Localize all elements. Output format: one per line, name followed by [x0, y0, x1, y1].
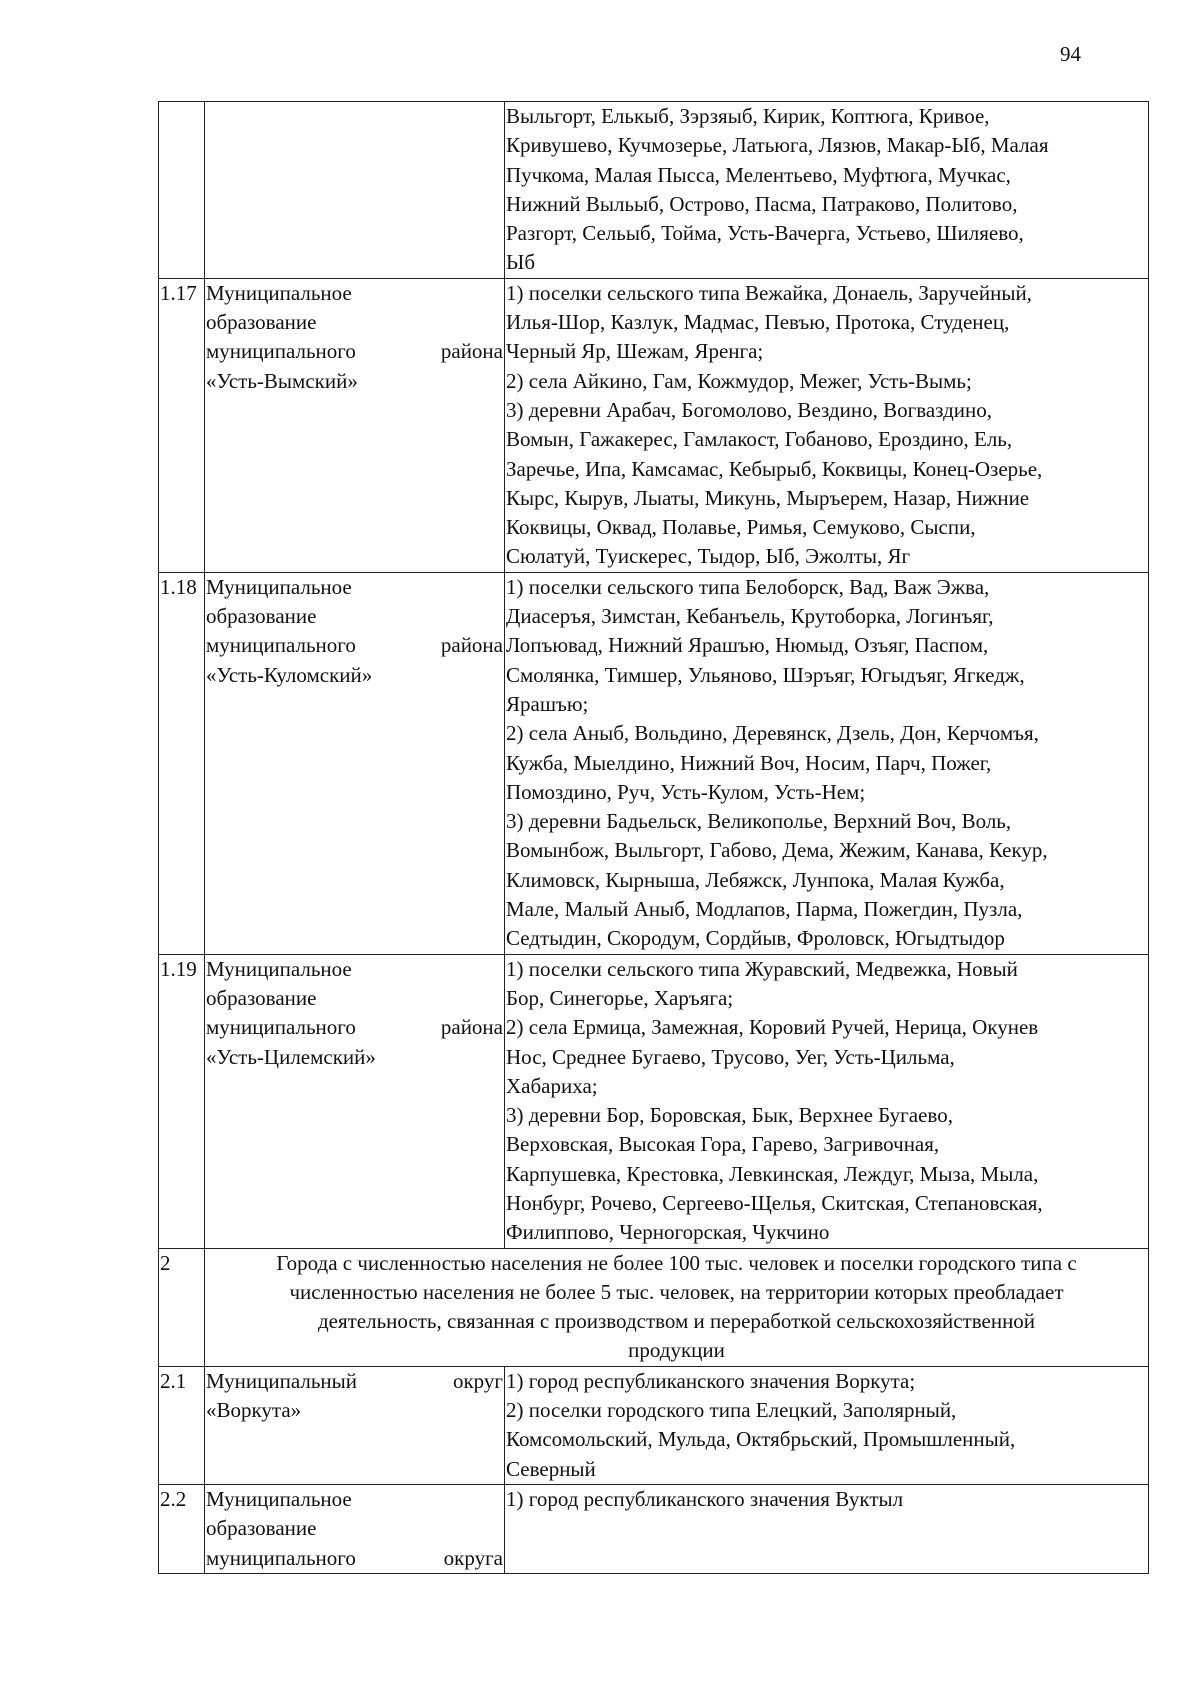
text-line: 2) села Ермица, Замежная, Коровий Ручей, Нерица, Окунев	[506, 1015, 1039, 1040]
text-line: Пучкома, Малая Пысса, Мелентьево, Муфтюга, Мучкас,	[506, 162, 1011, 187]
name-line: Муниципальное	[206, 280, 352, 305]
settlements-list	[505, 278, 1149, 572]
text-line: 2) села Аныб, Вольдино, Деревянск, Дзель, Дон, Керчомъя,	[506, 721, 1039, 746]
municipality-name	[205, 278, 505, 572]
text-line: Илья-Шор, Казлук, Мадмас, Певъю, Протока, Студенец,	[506, 310, 1010, 335]
text-line: 1) поселки сельского типа Белоборск, Вад, Важ Эжва,	[506, 574, 990, 599]
text-line: Вомын, Гажакерес, Гамлакост, Гобаново, Ероздино, Ель,	[506, 427, 1013, 452]
settlements-list	[505, 102, 1149, 279]
table-row	[159, 278, 1149, 572]
row-number: 1.17	[159, 278, 205, 572]
text-line: Седтыдин, Скородум, Сордйыв, Фроловск, Югыдтыдор	[506, 926, 1005, 951]
table-row	[159, 102, 1149, 279]
settlements-list	[505, 954, 1149, 1248]
name-line: образование	[206, 985, 317, 1010]
row-number: 1.18	[159, 572, 205, 954]
name-line: «Усть-Вымский»	[206, 368, 358, 393]
text-line: Выльгорт, Елькыб, Зэрзяыб, Кирик, Коптюга, Кривое,	[506, 104, 990, 128]
text-line: 3) деревни Арабач, Богомолово, Вездино, Вогваздино,	[506, 397, 993, 422]
text-line: Мале, Малый Аныб, Модлапов, Парма, Пожегдин, Пузла,	[506, 897, 1023, 922]
text-line: Ыб	[506, 250, 535, 275]
text-line: Кривушево, Кучмозерье, Латьюга, Лязюв, Макар-Ыб, Малая	[506, 133, 1049, 158]
name-line: «Усть-Цилемский»	[206, 1044, 376, 1069]
text-line: 1) поселки сельского типа Вежайка, Донаель, Заручейный,	[506, 280, 1032, 305]
section-heading	[205, 1248, 1149, 1366]
text-line: 3) деревни Бор, Боровская, Бык, Верхнее Бугаево,	[506, 1103, 953, 1128]
name-line: Муниципальное	[206, 1486, 352, 1511]
text-line: 1) город республиканского значения Воркута;	[506, 1368, 916, 1393]
municipality-name	[205, 1484, 505, 1573]
settlements-list	[505, 1366, 1149, 1484]
text-line: Нижний Выльыб, Острово, Пасма, Патраково, Политово,	[506, 191, 1018, 216]
name-line: образование	[206, 1516, 317, 1541]
text-line: Помоздино, Руч, Усть-Кулом, Усть-Нем;	[506, 779, 866, 804]
text-line: Комсомольский, Мульда, Октябрьский, Промышленный,	[506, 1427, 1016, 1452]
text-line: Карпушевка, Крестовка, Левкинская, Леждуг, Мыза, Мыла,	[506, 1161, 1039, 1186]
heading-line: Города с численностью населения не более 100 тыс. человек и поселки городского типа с	[276, 1250, 1077, 1275]
text-line: Лопъювад, Нижний Ярашъю, Нюмыд, Озъяг, Паспом,	[506, 633, 989, 658]
text-line: Смолянка, Тимшер, Ульяново, Шэръяг, Югыдъяг, Ягкедж,	[506, 662, 1025, 687]
settlements-table	[158, 101, 1149, 1574]
row-number: 2.2	[159, 1484, 205, 1573]
text-line: Верховская, Высокая Гора, Гарево, Загривочная,	[506, 1132, 940, 1157]
text-line: 1) город республиканского значения Вуктыл	[506, 1486, 904, 1511]
table-row	[159, 954, 1149, 1248]
table-row	[159, 1484, 1149, 1573]
name-line: Муниципальное	[206, 574, 352, 599]
text-line: 3) деревни Бадьельск, Великополье, Верхний Воч, Воль,	[506, 809, 1012, 834]
municipality-name	[205, 572, 505, 954]
text-line: Нос, Среднее Бугаево, Трусово, Уег, Усть-Цильма,	[506, 1044, 955, 1069]
name-line: «Воркута»	[206, 1398, 302, 1423]
section-number: 2	[159, 1248, 205, 1366]
name-line: Муниципальный округ	[206, 1368, 503, 1393]
text-line: Разгорт, Сельыб, Тойма, Усть-Вачерга, Устьево, Шиляево,	[506, 221, 1024, 246]
name-line: муниципального района	[206, 339, 503, 364]
text-line: Коквицы, Оквад, Полавье, Римья, Семуково, Сыспи,	[506, 515, 976, 540]
text-line: 2) поселки городского типа Елецкий, Заполярный,	[506, 1398, 957, 1423]
table-row	[159, 1366, 1149, 1484]
text-line: Нонбург, Рочево, Сергеево-Щелья, Скитская, Степановская,	[506, 1190, 1043, 1215]
settlements-list	[505, 572, 1149, 954]
page-number: 94	[1060, 42, 1081, 66]
table-body	[159, 102, 1149, 1574]
text-line: Климовск, Кырныша, Лебяжск, Лунпока, Малая Кужба,	[506, 867, 1005, 892]
name-line: «Усть-Куломский»	[206, 662, 373, 687]
table-row	[159, 572, 1149, 954]
settlements-list	[505, 1484, 1149, 1573]
text-line: Кужба, Мыелдино, Нижний Воч, Носим, Парч, Пожег,	[506, 750, 992, 775]
municipality-name	[205, 1366, 505, 1484]
text-line: Черный Яр, Шежам, Яренга;	[506, 339, 764, 364]
name-line: Муниципальное	[206, 956, 352, 981]
text-line: Филиппово, Черногорская, Чукчино	[506, 1220, 830, 1245]
text-line: Северный	[506, 1456, 596, 1481]
text-line: Кырс, Кырув, Лыаты, Микунь, Мыръерем, Назар, Нижние	[506, 485, 1030, 510]
text-line: Диасеръя, Зимстан, Кебанъель, Крутоборка, Логинъяг,	[506, 604, 994, 629]
heading-line: численностью населения не более 5 тыс. человек, на территории которых преобладает	[289, 1279, 1064, 1304]
text-line: Бор, Синегорье, Харъяга;	[506, 985, 734, 1010]
name-line: муниципального района	[206, 1015, 503, 1040]
heading-line: продукции	[628, 1338, 725, 1363]
text-line: 1) поселки сельского типа Журавский, Медвежка, Новый	[506, 956, 1018, 981]
municipality-name	[205, 954, 505, 1248]
section-heading-row	[159, 1248, 1149, 1366]
name-line: муниципального района	[206, 633, 503, 658]
text-line: 2) села Айкино, Гам, Кожмудор, Межег, Усть-Вымь;	[506, 368, 972, 393]
row-number: 1.19	[159, 954, 205, 1248]
name-line: муниципального округа	[206, 1545, 503, 1570]
name-line: образование	[206, 310, 317, 335]
text-line: Хабариха;	[506, 1073, 598, 1098]
text-line: Вомынбож, Выльгорт, Габово, Дема, Жежим, Канава, Кекур,	[506, 838, 1048, 863]
name-line: образование	[206, 604, 317, 629]
row-number	[159, 102, 205, 279]
municipality-name	[205, 102, 505, 279]
text-line: Сюлатуй, Туискерес, Тыдор, Ыб, Эжолты, Яг	[506, 544, 911, 569]
row-number: 2.1	[159, 1366, 205, 1484]
text-line: Заречье, Ипа, Камсамас, Кебырыб, Коквицы, Конец-Озерье,	[506, 456, 1043, 481]
text-line: Ярашъю;	[506, 691, 589, 716]
heading-line: деятельность, связанная с производством и переработкой сельскохозяйственной	[317, 1309, 1036, 1334]
